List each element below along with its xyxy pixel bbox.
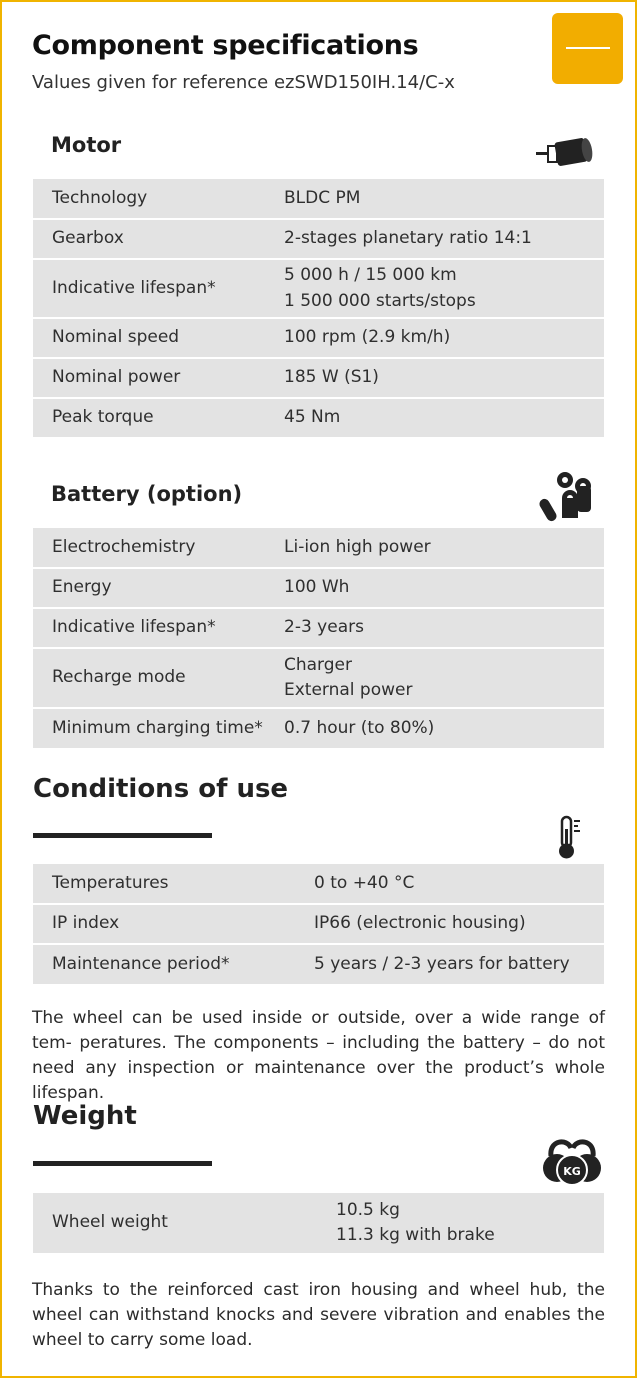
spec-key: Technology	[33, 179, 284, 219]
motor-icon	[536, 134, 594, 168]
section-rule	[33, 833, 212, 838]
spec-value: 5 years / 2-3 years for battery	[314, 953, 570, 974]
spec-key: Electrochemistry	[33, 528, 284, 568]
table-row	[33, 259, 604, 318]
spec-key: Peak torque	[52, 407, 154, 428]
spec-value: 2-stages planetary ratio 14:1	[284, 219, 604, 259]
spec-key: Recharge mode	[33, 648, 284, 708]
table-row	[33, 568, 604, 608]
conditions-heading: Conditions of use	[33, 774, 289, 804]
spec-key: IP index	[33, 904, 314, 944]
page-subtitle: Values given for reference ezSWD150IH.14/C-x	[32, 72, 455, 93]
spec-value: BLDC PM	[284, 179, 604, 219]
spec-value: 100 rpm (2.9 km/h)	[284, 318, 604, 358]
table-row	[33, 398, 604, 437]
table-row	[33, 904, 604, 944]
table-row	[33, 179, 604, 219]
conditions-spec-table	[33, 864, 604, 984]
spec-value: 100 Wh	[284, 568, 604, 608]
spec-value: 5 000 h / 15 000 km 1 500 000 starts/stops	[284, 259, 604, 318]
spec-key: Wheel weight	[52, 1212, 168, 1233]
table-row	[33, 318, 604, 358]
menu-icon	[566, 47, 610, 49]
spec-value: 2-3 years	[284, 608, 604, 648]
table-row	[33, 358, 604, 398]
spec-value: 10.5 kg 11.3 kg with brake	[336, 1199, 495, 1245]
weight-paragraph: Thanks to the reinforced cast iron housing and wheel hub, the wheel can withstand knocks and severe vibration and enables the wheel to carry some load.	[32, 1280, 605, 1350]
battery-icon	[537, 468, 595, 524]
table-row	[33, 219, 604, 259]
spec-key: Indicative lifespan*	[33, 259, 284, 318]
spec-value: 185 W (S1)	[284, 358, 604, 398]
motor-spec-table	[33, 179, 604, 437]
kettlebell-label: KG	[563, 1165, 581, 1178]
conditions-paragraph: The wheel can be used inside or outside, over a wide range of tem- peratures. The components – including the battery – do not need any inspection or maintenance over the product’s whole lifespan.	[32, 1008, 605, 1103]
table-row	[33, 1193, 604, 1253]
menu-button[interactable]	[552, 13, 623, 84]
table-row	[33, 708, 604, 748]
table-row	[33, 864, 604, 904]
table-row	[33, 608, 604, 648]
thermometer-icon	[554, 815, 584, 861]
table-row	[33, 944, 604, 984]
spec-key: Energy	[33, 568, 284, 608]
spec-key: Nominal speed	[33, 318, 284, 358]
battery-spec-table	[33, 528, 604, 748]
spec-value: 45 Nm	[284, 407, 341, 428]
spec-key: Gearbox	[33, 219, 284, 259]
page-title: Component specifications	[32, 30, 419, 61]
section-rule	[33, 1161, 212, 1166]
table-row	[33, 528, 604, 568]
spec-key: Nominal power	[33, 358, 284, 398]
spec-key: Minimum charging time*	[52, 717, 263, 738]
spec-value: 0.7 hour (to 80%)	[284, 717, 435, 738]
weight-spec-table	[33, 1193, 604, 1253]
spec-value: 0 to +40 °C	[314, 864, 604, 904]
spec-value: IP66 (electronic housing)	[314, 904, 604, 944]
table-row	[33, 648, 604, 708]
battery-heading: Battery (option)	[51, 482, 243, 506]
kettlebell-icon	[541, 1136, 603, 1188]
weight-heading: Weight	[33, 1101, 137, 1131]
spec-key: Temperatures	[33, 864, 314, 904]
spec-value: Charger External power	[284, 648, 604, 708]
motor-heading: Motor	[51, 133, 122, 157]
spec-key: Indicative lifespan*	[33, 608, 284, 648]
spec-key: Maintenance period*	[52, 953, 230, 974]
spec-value: Li-ion high power	[284, 528, 604, 568]
